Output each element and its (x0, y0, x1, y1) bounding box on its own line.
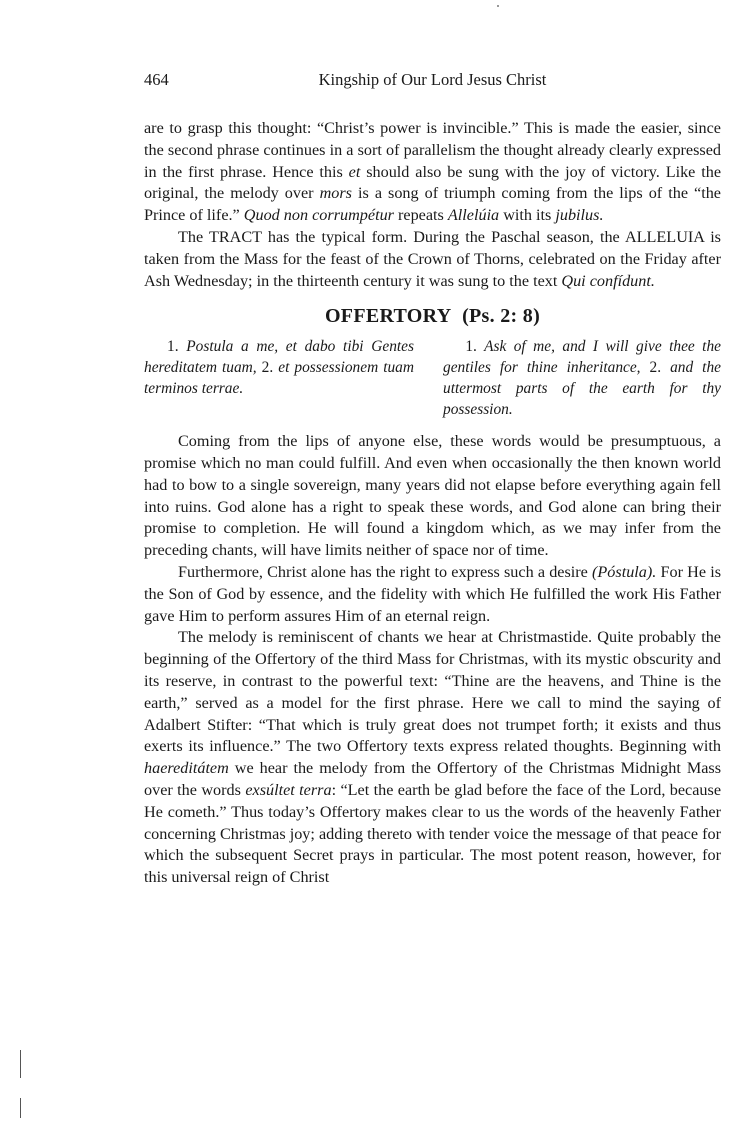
section-reference: (Ps. 2: 8) (462, 305, 541, 328)
english-verse: Ask of me, and I will give thee the gentiles for thine inheritance, (443, 338, 721, 377)
verse-number: 2. (261, 359, 274, 377)
verse-number: 1. (465, 338, 477, 356)
text-run: should also be sung with the joy of victory. Like the original, the melody over (144, 162, 721, 203)
paragraph-continued (144, 118, 721, 227)
latin-column (144, 336, 414, 420)
text-run: with its (499, 206, 556, 225)
italic-term: Quod non corrumpétur (243, 206, 394, 225)
italic-term: haereditátem (144, 759, 229, 778)
parallel-text (144, 336, 721, 420)
verse-number: 1. (167, 338, 179, 356)
verse-number: 2. (649, 359, 662, 377)
italic-term: jubilus. (555, 206, 604, 225)
text-run: is a song of triumph coming from the lips of the “the Prince of life.” (144, 184, 721, 225)
book-page (144, 70, 721, 889)
latin-verse: Postula a me, et dabo tibi Gentes hereditatem tuam, (144, 338, 414, 377)
text-run: we hear the melody from the Offertory of the Christmas Midnight Mass over the words (144, 759, 721, 799)
english-verse: and the uttermost parts of the earth for thy possession. (443, 359, 721, 419)
italic-term: (Póstula). (592, 562, 657, 581)
body-text (144, 118, 721, 889)
text-run: The TRACT has the typical form. During the Paschal season, the ALLELUIA is taken from the Mass for the feast of the Crown of Thorns, celebrated on the Friday after Ash Wednesday; in the thirteenth century it was sung to the text (144, 227, 721, 290)
paragraph-melody (144, 627, 721, 889)
scan-speck (497, 5, 499, 7)
scan-margin-mark (20, 1098, 21, 1118)
running-title: Kingship of Our Lord Jesus Christ (318, 70, 547, 89)
text-run: repeats (393, 206, 448, 225)
text-run: The melody is reminiscent of chants we hear at Christmastide. Quite probably the beginning of the Offertory of the third Mass for Christmas, with its mystic obscurity and its reserve, in contrast to the powerful text: “Thine are the heavens, and Thine is the earth,” served as a model for the first phrase. Here we call to mind the saying of Adalbert Stifter: “That which is truly great does not trumpet forth; it exists and thus exerts its influence.” The two Offertory texts express related thoughts. Beginning with (144, 628, 721, 756)
scan-margin-mark (20, 1050, 21, 1078)
italic-term: mors (319, 184, 352, 203)
page-number: 464 (144, 70, 169, 89)
paragraph-tract (144, 227, 721, 292)
text-run: Furthermore, Christ alone has the right to express such a desire (178, 562, 593, 581)
italic-term: Allelúia (447, 206, 500, 225)
section-title: OFFERTORY (324, 305, 452, 328)
paragraph-commentary: Coming from the lips of anyone else, these words would be presumptuous, a promise which no man could fulfill. And even when occasionally the then known world had to bow to a single sovereign, many years did not elapse before everything again fell into ruins. God alone has a right to speak these words, and God alone can bring their promise to completion. He will found a kingdom which, as we may infer from the preceding chants, will have limits neither of space nor of time. (144, 432, 721, 560)
english-column (443, 336, 721, 420)
text-run: : “Let the earth be glad before the face of the Lord, because He cometh.” Thus today’s Offertory makes clear to us the words of the heavenly Father concerning Christmas joy; adding thereto with tender voice the message of that peace for which the subsequent Secret prays in particular. The most potent reason, however, for this universal reign of Christ (144, 780, 722, 887)
italic-term: Qui confídunt. (561, 271, 655, 290)
section-heading (144, 306, 721, 328)
text-run: are to grasp this thought: “Christ’s power is invincible.” This is made the easier, since the second phrase continues in a sort of parallelism the thought already clearly expressed in the first phrase. Hence this (144, 119, 721, 181)
running-head (144, 70, 721, 94)
italic-term: exsúltet terra (245, 780, 332, 799)
paragraph-postula (144, 562, 721, 627)
italic-term: et (348, 162, 361, 181)
text-run: For He is the Son of God by essence, and the fidelity with which He fulfilled the work His Father gave Him to perform assures Him of an eternal reign. (144, 562, 721, 625)
latin-verse: et possessionem tuam terminos terrae. (144, 359, 414, 398)
